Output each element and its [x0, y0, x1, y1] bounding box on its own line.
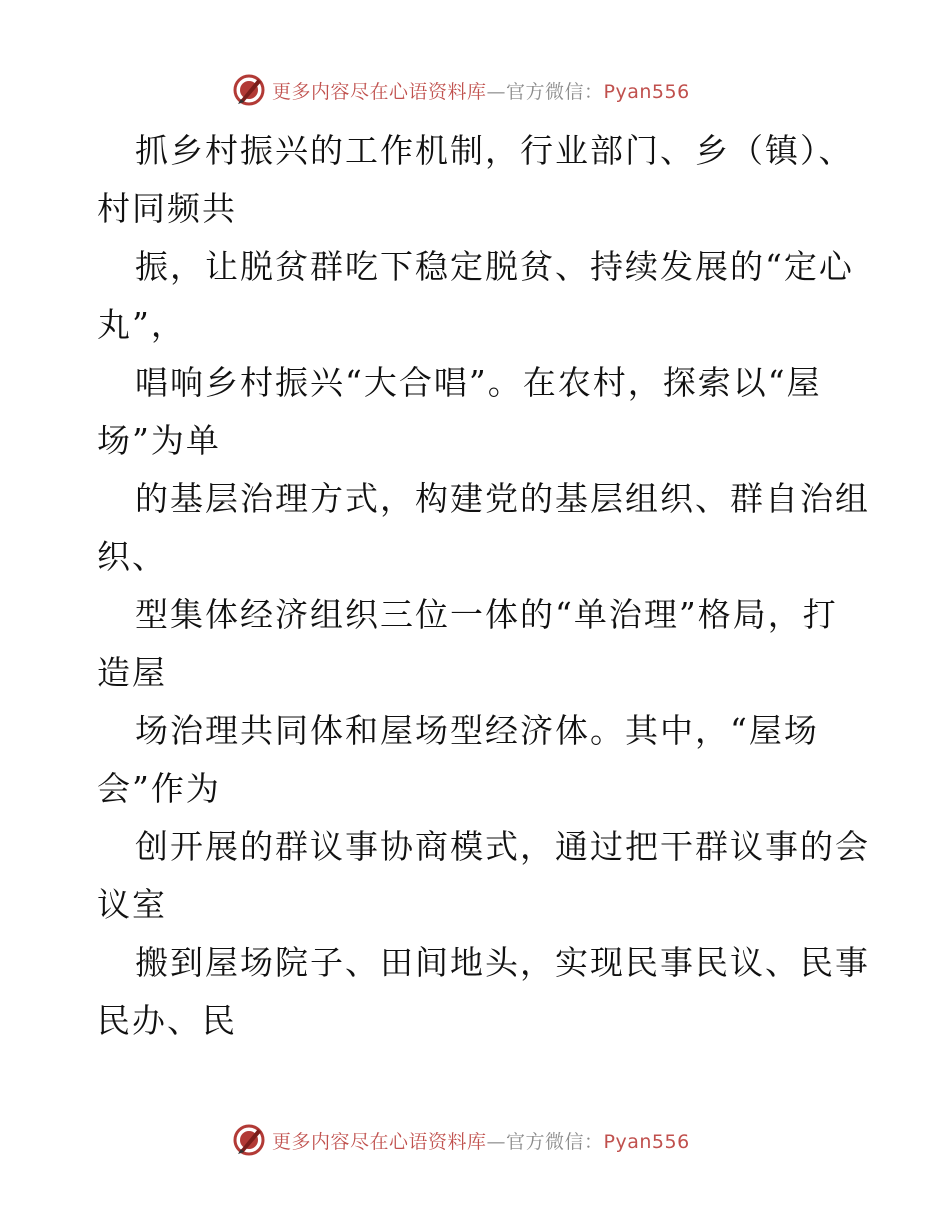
text-line: 织、	[97, 537, 167, 576]
text-line: 会”作为	[97, 769, 221, 808]
text-line: 议室	[97, 885, 167, 924]
text-line: 搬到屋场院子、田间地头，实现民事民议、民事	[135, 943, 870, 982]
banner-wechat-id: Pyan556	[603, 80, 690, 103]
quill-pen-logo-icon	[232, 1123, 266, 1157]
banner-label: 官方微信：	[506, 80, 604, 103]
quill-pen-logo-icon	[232, 73, 266, 107]
text-line: 唱响乡村振兴“大合唱”。在农村，探索以“屋	[135, 363, 822, 402]
footer-banner	[232, 1120, 712, 1160]
text-line: 造屋	[97, 653, 167, 692]
banner-prefix: 更多内容尽在心语资料库	[272, 1130, 487, 1153]
text-line: 抓乡村振兴的工作机制，行业部门、乡（镇）、	[135, 131, 854, 170]
banner-label: 官方微信：	[506, 1130, 604, 1153]
banner-dash: —	[486, 80, 507, 103]
banner-dash: —	[486, 1130, 507, 1153]
text-line: 振，让脱贫群吃下稳定脱贫、持续发展的“定心	[135, 247, 854, 286]
text-line: 村同频共	[97, 189, 237, 228]
text-line: 民办、民	[97, 1001, 237, 1040]
banner-text	[272, 1127, 690, 1154]
text-line: 场”为单	[97, 421, 221, 460]
text-line: 场治理共同体和屋场型经济体。其中，“屋场	[135, 711, 819, 750]
banner-prefix: 更多内容尽在心语资料库	[272, 80, 487, 103]
document-body	[97, 122, 870, 1050]
text-line: 创开展的群议事协商模式，通过把干群议事的会	[135, 827, 870, 866]
text-line: 的基层治理方式，构建党的基层组织、群自治组	[135, 479, 870, 518]
banner-text	[272, 77, 690, 104]
banner-wechat-id: Pyan556	[603, 1130, 690, 1153]
text-line: 丸”，	[97, 305, 186, 344]
text-line: 型集体经济组织三位一体的“单治理”格局，打	[135, 595, 838, 634]
header-banner	[232, 70, 712, 110]
